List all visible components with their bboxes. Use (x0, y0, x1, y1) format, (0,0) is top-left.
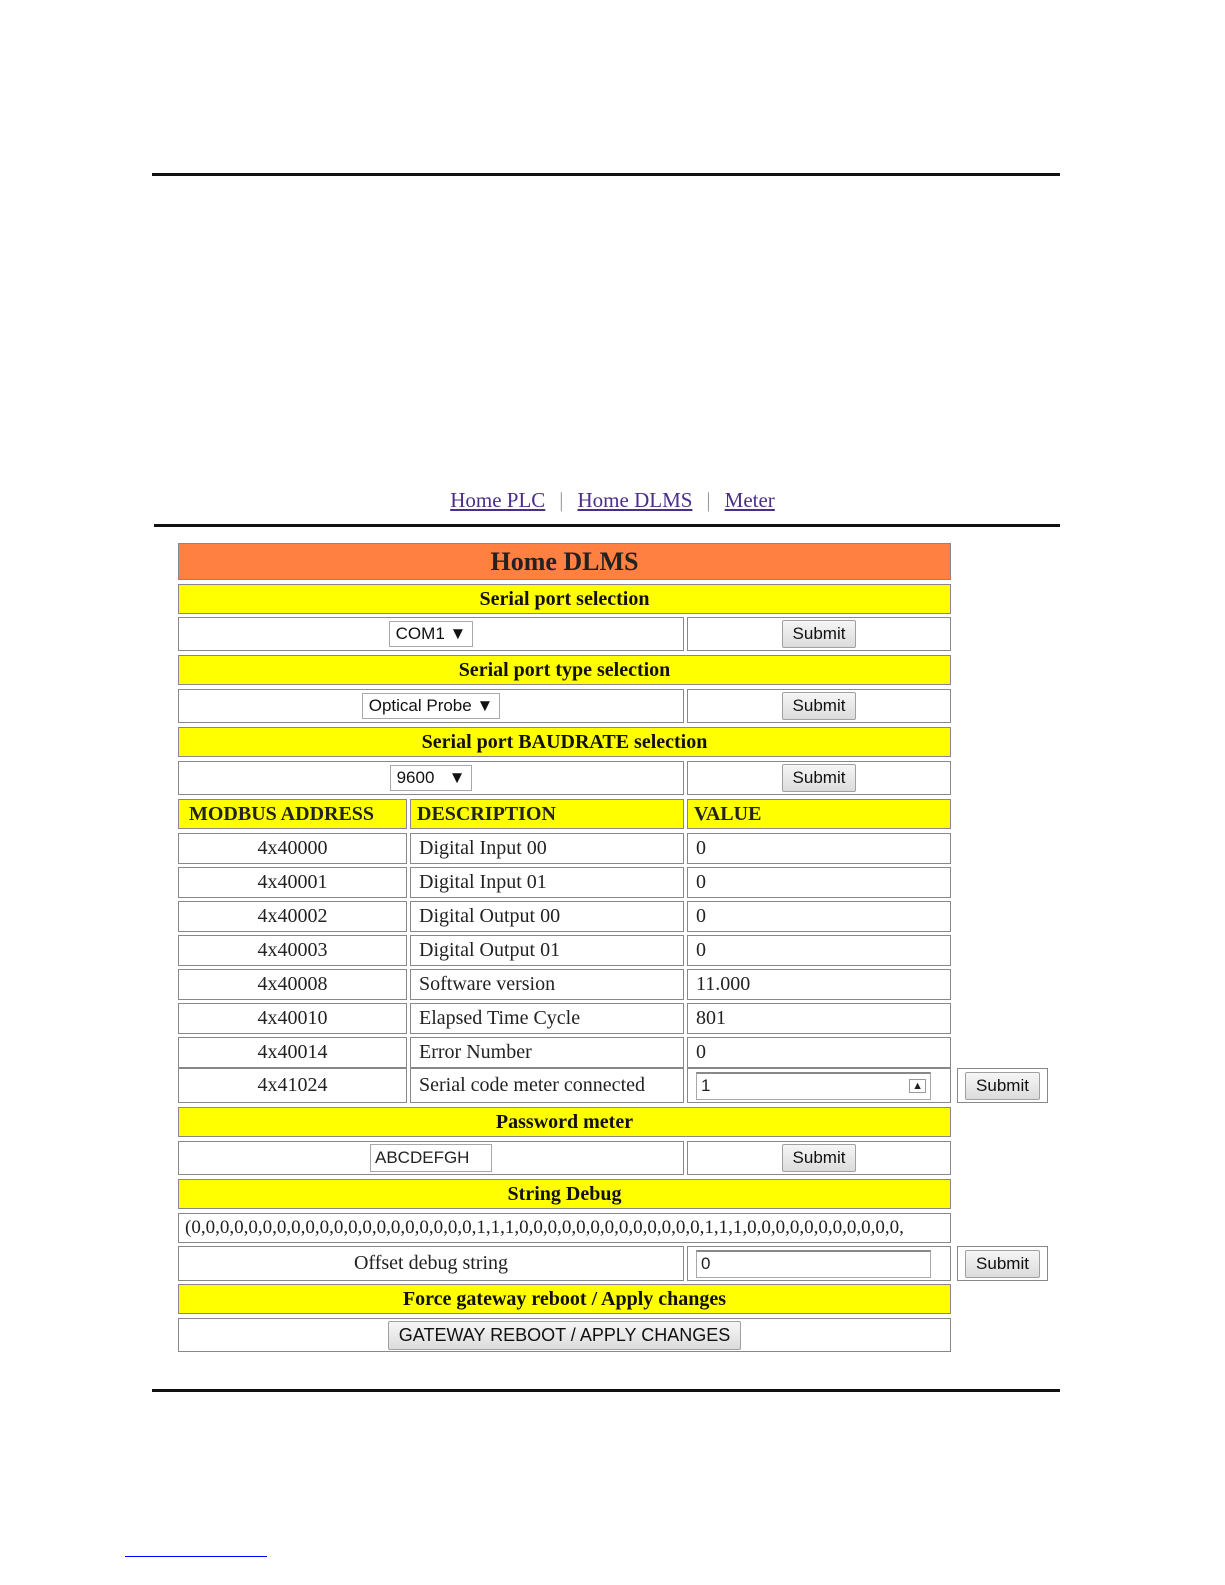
col-header-value: VALUE (687, 799, 951, 829)
serial-port-value: COM1 (395, 624, 445, 643)
reboot-button[interactable]: GATEWAY REBOOT / APPLY CHANGES (388, 1321, 741, 1350)
row-address: 4x40000 (178, 833, 407, 864)
row-address: 4x40008 (178, 969, 407, 1000)
password-header: Password meter (178, 1107, 951, 1137)
password-value: ABCDEFGH (375, 1148, 470, 1167)
nav-home-plc[interactable]: Home PLC (450, 488, 546, 512)
serial-port-submit-cell (687, 617, 951, 651)
port-type-header: Serial port type selection (178, 655, 951, 685)
nav-bar (0, 488, 1225, 513)
row-value: 0 (687, 1037, 951, 1068)
row-value: 801 (687, 1003, 951, 1034)
password-input[interactable] (370, 1144, 492, 1172)
offset-submit-cell (957, 1246, 1048, 1281)
port-type-select[interactable]: Optical Probe ▼ (362, 693, 501, 719)
nav-separator: | (559, 488, 564, 512)
offset-label: Offset debug string (178, 1246, 684, 1281)
baudrate-header: Serial port BAUDRATE selection (178, 727, 951, 757)
serial-code-value: 1 (701, 1076, 711, 1095)
port-type-value: Optical Probe (368, 696, 472, 715)
row-value: 0 (687, 833, 951, 864)
serial-code-description: Serial code meter connected (410, 1068, 684, 1103)
serial-code-submit-button[interactable]: Submit (965, 1072, 1040, 1100)
row-description: Software version (410, 969, 684, 1000)
row-description: Digital Input 01 (410, 867, 684, 898)
baudrate-cell (178, 761, 684, 795)
row-address: 4x40002 (178, 901, 407, 932)
divider (154, 524, 1060, 527)
spinner-icon[interactable]: ▲ (909, 1079, 926, 1093)
offset-submit-button[interactable]: Submit (965, 1250, 1040, 1278)
divider (152, 1389, 1060, 1392)
row-description: Error Number (410, 1037, 684, 1068)
debug-string: (0,0,0,0,0,0,0,0,0,0,0,0,0,0,0,0,0,0,0,0,1,1,1,0,0,0,0,0,0,0,0,0,0,0,0,0,1,1,1,0,0,0,0,0,0,0,0,0,0,0, (178, 1213, 951, 1243)
password-cell (178, 1141, 684, 1175)
row-address: 4x40014 (178, 1037, 407, 1068)
offset-cell (687, 1246, 951, 1281)
page-title: Home DLMS (178, 543, 951, 580)
nav-meter[interactable]: Meter (724, 488, 775, 512)
serial-code-submit-cell (957, 1068, 1048, 1103)
serial-port-select[interactable]: COM1 ▼ (389, 621, 474, 647)
port-type-cell (178, 689, 684, 723)
reboot-cell (178, 1318, 951, 1352)
password-submit-button[interactable]: Submit (782, 1144, 857, 1172)
row-description: Digital Input 00 (410, 833, 684, 864)
row-description: Elapsed Time Cycle (410, 1003, 684, 1034)
reboot-header: Force gateway reboot / Apply changes (178, 1284, 951, 1314)
serial-code-address: 4x41024 (178, 1068, 407, 1103)
row-description: Digital Output 01 (410, 935, 684, 966)
offset-value: 0 (701, 1254, 711, 1273)
serial-port-submit-button[interactable]: Submit (782, 620, 857, 648)
serial-code-cell (687, 1068, 951, 1103)
port-type-submit-cell (687, 689, 951, 723)
port-type-submit-button[interactable]: Submit (782, 692, 857, 720)
offset-input[interactable] (696, 1250, 931, 1278)
baudrate-submit-cell (687, 761, 951, 795)
row-value: 11.000 (687, 969, 951, 1000)
row-value: 0 (687, 901, 951, 932)
nav-home-dlms[interactable]: Home DLMS (577, 488, 693, 512)
baudrate-submit-button[interactable]: Submit (782, 764, 857, 792)
footnote-line (125, 1556, 267, 1557)
divider (152, 173, 1060, 176)
serial-port-header: Serial port selection (178, 584, 951, 614)
row-value: 0 (687, 935, 951, 966)
row-address: 4x40003 (178, 935, 407, 966)
password-submit-cell (687, 1141, 951, 1175)
row-value: 0 (687, 867, 951, 898)
row-address: 4x40001 (178, 867, 407, 898)
serial-code-input[interactable] (696, 1072, 931, 1100)
nav-separator: | (706, 488, 711, 512)
col-header-description: DESCRIPTION (410, 799, 684, 829)
col-header-address: MODBUS ADDRESS (178, 799, 407, 829)
debug-header: String Debug (178, 1179, 951, 1209)
row-address: 4x40010 (178, 1003, 407, 1034)
row-description: Digital Output 00 (410, 901, 684, 932)
serial-port-cell (178, 617, 684, 651)
baudrate-select[interactable]: 9600 ▼ (390, 765, 473, 791)
baudrate-value: 9600 (396, 768, 435, 787)
